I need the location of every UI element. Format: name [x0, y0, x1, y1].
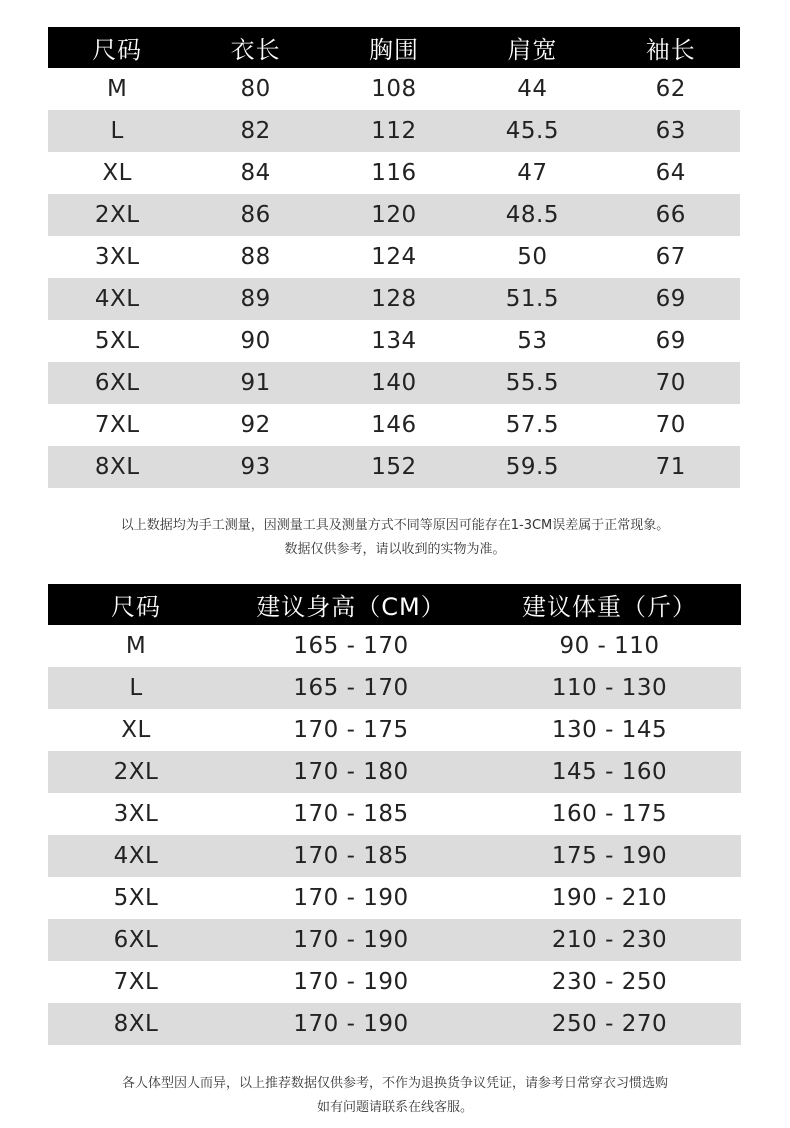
table-row [48, 404, 740, 446]
size-cell: XL [102, 160, 132, 186]
table-row [48, 625, 741, 667]
sleeve-cell: 66 [602, 194, 740, 236]
length-cell: 82 [186, 110, 324, 152]
shoulder-cell: 50 [517, 244, 548, 270]
height-cell: 170 - 190 [224, 1003, 478, 1045]
length-cell: 88 [240, 244, 271, 270]
weight-cell: 130 - 145 [551, 717, 668, 743]
weight-cell: 175 - 190 [478, 835, 741, 877]
table-row [48, 278, 740, 320]
size-cell: 6XL [48, 919, 224, 961]
header-shoulder: 肩宽 [463, 27, 601, 68]
shoulder-cell: 55.5 [463, 362, 601, 404]
size-cell: 5XL [113, 885, 159, 911]
size-cell: L [48, 110, 186, 152]
chest-cell: 116 [371, 160, 417, 186]
header-size: 尺码 [48, 27, 186, 68]
header-length: 衣长 [186, 27, 324, 68]
size-cell: 8XL [48, 1003, 224, 1045]
shoulder-cell: 53 [517, 328, 548, 354]
chest-cell: 124 [371, 244, 417, 270]
size-cell: M [125, 633, 147, 659]
weight-cell: 250 - 270 [478, 1003, 741, 1045]
weight-cell: 110 - 130 [478, 667, 741, 709]
header-recommended-weight: 建议体重（斤） [478, 584, 741, 625]
size-cell: 7XL [113, 969, 159, 995]
table-row [48, 236, 740, 278]
recommendation-note-line-1: 各人体型因人而异，以上推荐数据仅供参考，不作为退换货争议凭证，请参考日常穿衣习惯选购 [121, 1076, 668, 1091]
table-row [48, 919, 741, 961]
shoulder-cell: 44 [517, 76, 548, 102]
chest-cell: 120 [325, 194, 463, 236]
length-cell: 86 [186, 194, 324, 236]
table-row [48, 667, 741, 709]
table-row [48, 877, 741, 919]
recommendation-note-line-2: 如有问题请联系在线客服。 [316, 1100, 473, 1115]
sleeve-cell: 63 [602, 110, 740, 152]
size-cell: 6XL [48, 362, 186, 404]
sleeve-cell: 67 [655, 244, 686, 270]
table-row [48, 362, 740, 404]
size-cell: 3XL [113, 801, 159, 827]
shoulder-cell: 57.5 [505, 412, 559, 438]
chest-cell: 146 [371, 412, 417, 438]
length-cell: 84 [240, 160, 271, 186]
table-row [48, 68, 740, 110]
size-cell: XL [121, 717, 151, 743]
weight-cell: 190 - 210 [551, 885, 668, 911]
header-chest: 胸围 [325, 27, 463, 68]
size-cell: M [107, 76, 128, 102]
table-row [48, 793, 741, 835]
sleeve-cell: 62 [655, 76, 686, 102]
height-cell: 170 - 190 [224, 919, 478, 961]
size-cell: 3XL [94, 244, 140, 270]
shoulder-cell: 51.5 [463, 278, 601, 320]
shoulder-cell: 47 [517, 160, 548, 186]
size-cell: 2XL [48, 194, 186, 236]
table-row [48, 446, 740, 488]
size-cell: 4XL [48, 278, 186, 320]
height-cell: 170 - 185 [224, 835, 478, 877]
table-row [48, 194, 740, 236]
sleeve-cell: 70 [655, 412, 686, 438]
table-row [48, 709, 741, 751]
table-row [48, 152, 740, 194]
chest-cell: 112 [325, 110, 463, 152]
sleeve-cell: 69 [602, 278, 740, 320]
measurement-note-line-1: 以上数据均为手工测量，因测量工具及测量方式不同等原因可能存在1-3CM误差属于正常现象。 [120, 518, 670, 533]
height-cell: 170 - 175 [293, 717, 409, 743]
size-cell: 4XL [48, 835, 224, 877]
size-cell: 8XL [48, 446, 186, 488]
weight-cell: 90 - 110 [559, 633, 660, 659]
weight-cell: 145 - 160 [478, 751, 741, 793]
table-row [48, 835, 741, 877]
length-cell: 89 [186, 278, 324, 320]
garment-measurement-table [48, 27, 740, 488]
length-cell: 80 [240, 76, 271, 102]
table-header-row [48, 584, 741, 625]
weight-cell: 230 - 250 [551, 969, 668, 995]
chest-cell: 128 [325, 278, 463, 320]
size-cell: L [48, 667, 224, 709]
length-cell: 93 [186, 446, 324, 488]
measurement-note-line-2: 数据仅供参考，请以收到的实物为准。 [284, 542, 506, 557]
table-row [48, 110, 740, 152]
height-cell: 170 - 190 [293, 969, 409, 995]
table-row [48, 751, 741, 793]
shoulder-cell: 48.5 [463, 194, 601, 236]
measurement-note [0, 514, 790, 562]
height-cell: 170 - 180 [224, 751, 478, 793]
weight-cell: 210 - 230 [478, 919, 741, 961]
chest-cell: 108 [371, 76, 417, 102]
size-cell: 2XL [48, 751, 224, 793]
height-cell: 170 - 190 [293, 885, 409, 911]
sleeve-cell: 71 [602, 446, 740, 488]
table-header-row [48, 27, 740, 68]
chest-cell: 152 [325, 446, 463, 488]
sleeve-cell: 70 [602, 362, 740, 404]
size-cell: 5XL [94, 328, 140, 354]
table-row [48, 320, 740, 362]
shoulder-cell: 45.5 [463, 110, 601, 152]
sleeve-cell: 69 [655, 328, 686, 354]
header-size: 尺码 [48, 584, 224, 625]
sleeve-cell: 64 [655, 160, 686, 186]
table-row [48, 1003, 741, 1045]
height-cell: 165 - 170 [224, 667, 478, 709]
chest-cell: 140 [325, 362, 463, 404]
table-row [48, 961, 741, 1003]
size-cell: 7XL [94, 412, 140, 438]
length-cell: 91 [186, 362, 324, 404]
height-cell: 165 - 170 [293, 633, 409, 659]
length-cell: 92 [240, 412, 271, 438]
header-sleeve: 袖长 [602, 27, 740, 68]
height-cell: 170 - 185 [293, 801, 409, 827]
length-cell: 90 [240, 328, 271, 354]
header-recommended-height: 建议身高（CM） [224, 584, 478, 625]
recommendation-note [0, 1072, 790, 1120]
chest-cell: 134 [371, 328, 417, 354]
weight-cell: 160 - 175 [551, 801, 668, 827]
size-recommendation-table [48, 584, 741, 1045]
shoulder-cell: 59.5 [463, 446, 601, 488]
